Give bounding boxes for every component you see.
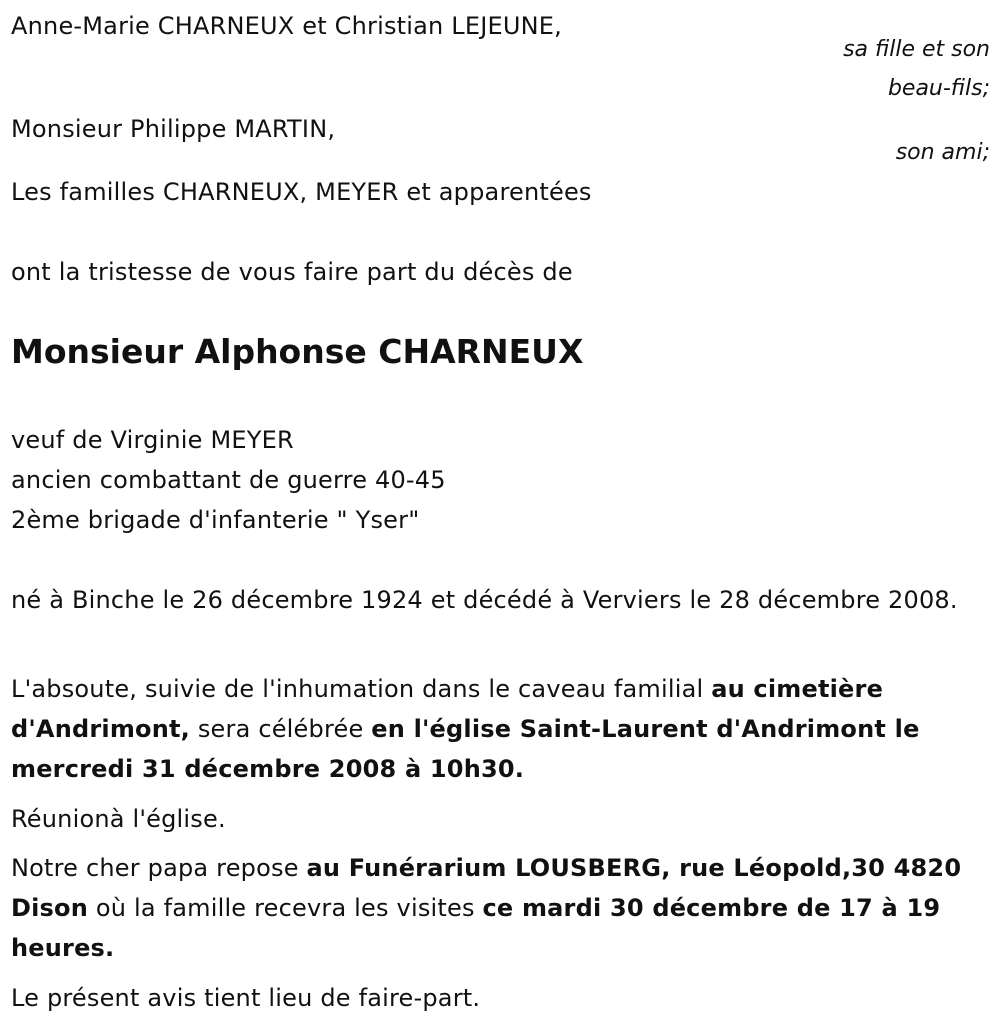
closing-text: Le présent avis tient lieu de faire-part. <box>11 984 481 1012</box>
family-line-daughter: Anne-Marie CHARNEUX et Christian LEJEUNE, <box>11 12 562 40</box>
family-line-friend: Monsieur Philippe MARTIN, <box>11 115 336 143</box>
visits-paragraph <box>11 848 986 968</box>
visits-funeral-home: au Funérarium LOUSBERG, rue Léopold,30 4820 Dison <box>11 854 962 922</box>
relation-son-in-law: beau-fils; <box>887 76 990 101</box>
ceremony-church-date: en l'église Saint-Laurent d'Andrimont le mercredi 31 décembre 2008 à 10h30. <box>11 715 920 783</box>
deceased-name: Monsieur Alphonse CHARNEUX <box>11 332 584 371</box>
birth-death-text: né à Binche le 26 décembre 1924 et décédé à Verviers le 28 décembre 2008. <box>11 586 958 614</box>
relation-daughter: sa fille et son <box>843 37 990 62</box>
ceremony-text-2: sera célébrée <box>190 715 372 743</box>
ceremony-text-1: L'absoute, suivie de l'inhumation dans le caveau familial <box>11 675 712 703</box>
ceremony-paragraph <box>11 669 986 789</box>
visits-text-1: Notre cher papa repose <box>11 854 307 882</box>
announcement-text: ont la tristesse de vous faire part du décès de <box>11 258 573 286</box>
family-line-relatives: Les familles CHARNEUX, MEYER et apparentées <box>11 178 592 206</box>
detail-brigade: 2ème brigade d'infanterie " Yser" <box>11 506 420 534</box>
relation-friend: son ami; <box>895 140 990 165</box>
visits-schedule: ce mardi 30 décembre de 17 à 19 heures. <box>11 894 941 962</box>
reunion-text: Réunionà l'église. <box>11 805 226 833</box>
ceremony-cemetery: au cimetière d'Andrimont, <box>11 675 884 743</box>
detail-widower: veuf de Virginie MEYER <box>11 426 294 454</box>
visits-text-2: où la famille recevra les visites <box>88 894 483 922</box>
detail-veteran: ancien combattant de guerre 40-45 <box>11 466 446 494</box>
